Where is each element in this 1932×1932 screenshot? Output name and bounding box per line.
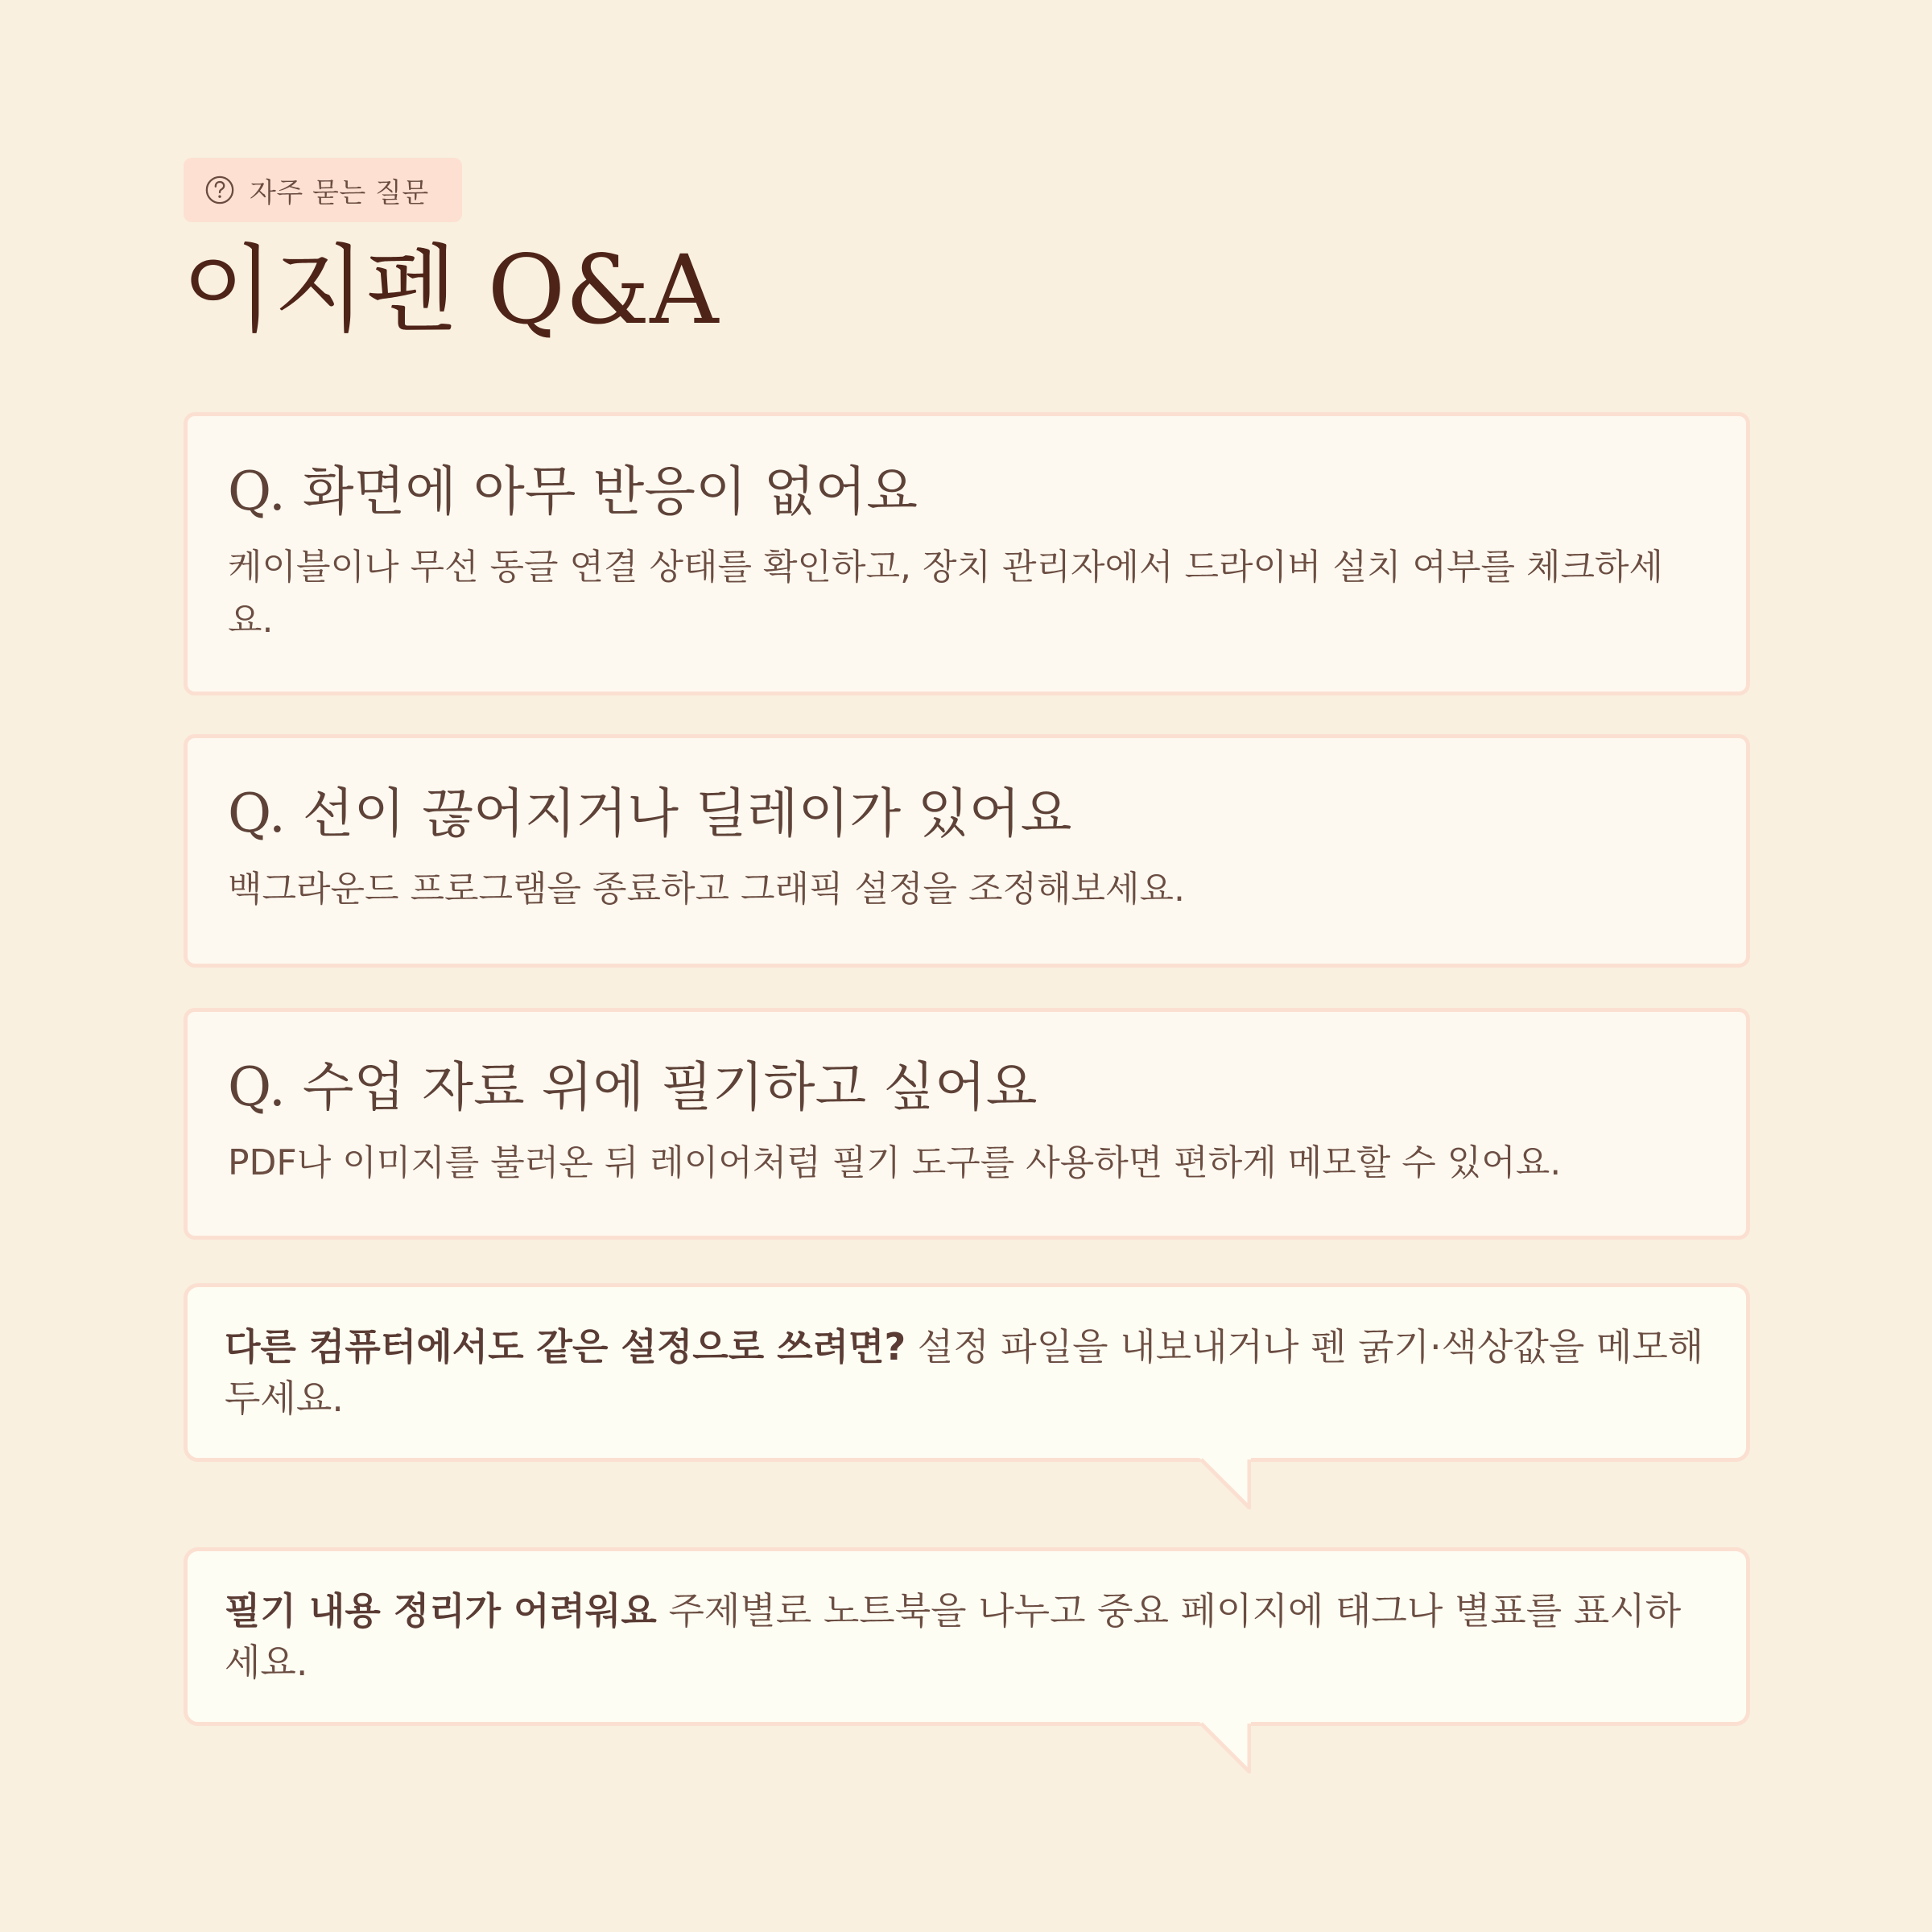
tip-question: 다른 컴퓨터에서도 같은 설정으로 쓰려면? — [225, 1325, 906, 1368]
tip-bubble-2 — [184, 1547, 1750, 1726]
q-prefix: Q. — [228, 782, 286, 844]
faq-card-1 — [184, 412, 1750, 696]
tip-bubble-1 — [184, 1283, 1750, 1462]
speech-bubble-tail — [1199, 1458, 1251, 1509]
faq-badge — [184, 158, 462, 222]
tip-answer: 설정 파일을 내보내거나 펜 굵기·색상값을 메모해 두세요. — [225, 1325, 1704, 1420]
faq-answer: PDF나 이미지를 불러온 뒤 레이어처럼 필기 도구를 사용하면 편하게 메모할 수 있어요. — [228, 1142, 1562, 1184]
faq-card-2 — [184, 734, 1750, 968]
faq-answer: 백그라운드 프로그램을 종료하고 그래픽 설정을 조정해보세요. — [228, 869, 1186, 910]
faq-question — [228, 1055, 1706, 1119]
question-text: 수업 자료 위에 필기하고 싶어요 — [302, 1056, 1038, 1118]
badge-label: 자주 묻는 질문 — [250, 176, 429, 209]
faq-card-3 — [184, 1008, 1750, 1240]
speech-bubble-tail — [1199, 1722, 1251, 1773]
tip-answer: 주제별로 노트북을 나누고 중요 페이지에 태그나 별표를 표시하세요. — [225, 1589, 1682, 1684]
faq-answer: 케이블이나 무선 동글 연결 상태를 확인하고, 장치 관리자에서 드라이버 설치 여부를 체크하세요. — [228, 547, 1663, 642]
question-text: 선이 끊어지거나 딜레이가 있어요 — [302, 782, 1072, 844]
faq-question — [228, 782, 1706, 845]
question-circle-icon — [204, 175, 235, 205]
faq-question — [228, 460, 1706, 523]
q-prefix: Q. — [228, 460, 286, 522]
q-prefix: Q. — [228, 1056, 286, 1118]
tip-question: 필기 내용 정리가 어려워요 — [225, 1589, 657, 1633]
page-title: 이지펜 Q&A — [182, 234, 719, 345]
question-text: 화면에 아무 반응이 없어요 — [302, 460, 919, 522]
